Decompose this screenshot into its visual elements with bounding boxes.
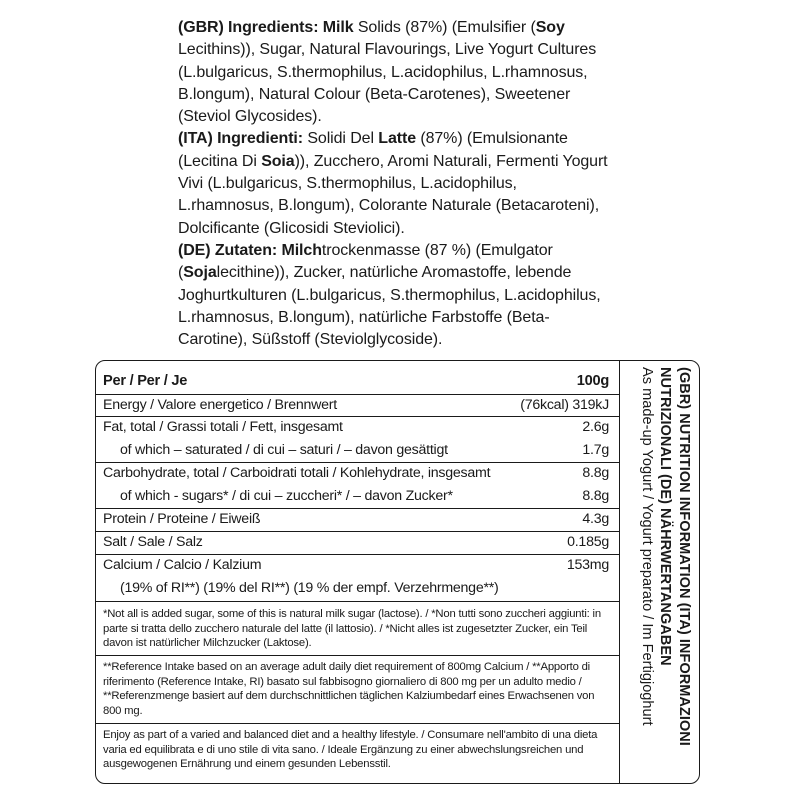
ri-note-row (103, 577, 609, 599)
footnote-sugars (103, 607, 609, 651)
nutrition-table (96, 361, 620, 783)
divider (96, 655, 619, 656)
divider (96, 601, 619, 602)
row-value: 153mg (566, 557, 609, 573)
row-label: of which - sugars* / di cui – zuccheri* / – davon Zucker* (120, 488, 453, 504)
row-value: 1.7g (582, 442, 609, 458)
row-label: Salt / Sale / Salz (103, 534, 203, 550)
row-label: Calcium / Calcio / Kalzium (103, 557, 262, 573)
row-value: (76kcal) 319kJ (520, 397, 609, 413)
ingredients-gbr-label: (GBR) Ingredients: (178, 19, 319, 36)
ingredients-ita (178, 128, 608, 239)
nutrition-title: (GBR) NUTRITION INFORMATION (ITA) INFORMAZIONI NUTRIZIONALI (DE) NÄHRWERTANGABEN (657, 367, 692, 746)
table-row (103, 485, 609, 507)
ingredients-de-text-2: lecithine)), Zucker, natürliche Aromastoffe, lebende Joghurtkulturen (L.bulgaricus, S.thermophilus, L.acidophilus, L.rhamnosus, B.longum), natürliche Farbstoffe (Beta-Carotine), Süßstoff (Steviolglycoside). (178, 264, 601, 349)
table-row (103, 531, 609, 553)
row-value: 0.185g (567, 534, 609, 550)
ingredients-ita-text-1: Solidi Del (303, 130, 379, 148)
row-value: 8.8g (582, 488, 609, 504)
row-label: Protein / Proteine / Eiweiß (103, 511, 261, 527)
ingredients-block (178, 17, 608, 351)
ingredients-de (178, 240, 608, 351)
allergen-latte: Latte (378, 130, 417, 148)
ingredients-de-label: (DE) Zutaten: (178, 241, 278, 259)
table-row (103, 439, 609, 461)
footnote-text: *Not all is added sugar, some of this is natural milk sugar (lactose). / *Non tutti sono zuccheri aggiunti: in parte si tratta dello zucchero naturale del latte (il lattosio). / *Nicht alles ist zugesetzter Zucker, ein Teil davon ist natürlicher Milchzucker (Laktose). (103, 608, 601, 650)
side-heading (620, 361, 699, 783)
ri-note: (19% of RI**) (19% del RI**) (19 % der empf. Verzehrmenge**) (120, 580, 499, 596)
footnote-text: **Reference Intake based on an average adult daily diet requirement of 800mg Calcium / **Apporto di riferimento (Reference Intake, RI) basato sul fabbisogno giornaliero di 800 mg per un adulto medio / **Referenzmenge basiert auf dem durchschnittlichen täglichen Kalziumbedarf eines Erwachsenen von 800 mg. (103, 661, 595, 717)
row-value: 4.3g (582, 511, 609, 527)
footnote-diet (103, 728, 609, 772)
table-header-row (103, 370, 609, 392)
row-label: Energy / Valore energetico / Brennwert (103, 397, 337, 413)
table-row (103, 416, 609, 438)
allergen-soia: Soia (261, 152, 295, 170)
row-value: 8.8g (582, 465, 609, 481)
ingredients-gbr-text-1: Solids (87%) (Emulsifier ( (353, 19, 536, 36)
ingredients-ita-text-3: )), Zucchero, Aromi Naturali, Fermenti Yogurt Vivi (L.bulgaricus, S.thermophilus, L.acidophilus, L.rhamnosus, B.longum), Colorante Naturale (Betacaroteni), Dolcificante (Glicosidi Steviolici). (178, 152, 608, 237)
divider (96, 723, 619, 724)
side-heading-rotated (638, 361, 700, 781)
allergen-soja: Soja (183, 264, 217, 282)
table-row (103, 394, 609, 416)
row-label: of which – saturated / di cui – saturi / – davon gesättigt (120, 442, 448, 458)
table-header-value: 100g (576, 373, 609, 389)
table-row (103, 554, 609, 576)
row-label: Fat, total / Grassi totali / Fett, insgesamt (103, 419, 343, 435)
row-value: 2.6g (582, 419, 609, 435)
ingredients-de-text-1: trockenmasse (87 %) (Emulgator ( (178, 241, 553, 282)
ingredients-gbr (178, 17, 608, 128)
ingredients-ita-label: (ITA) Ingredienti: (178, 130, 303, 148)
table-header-label: Per / Per / Je (103, 373, 188, 389)
table-row (103, 508, 609, 530)
allergen-milk: Milk (322, 19, 354, 36)
row-label: Carbohydrate, total / Carboidrati totali / Kohlehydrate, insgesamt (103, 465, 491, 481)
nutrition-subtitle: As made-up Yogurt / Yogurt preparato / Im Fertigjoghurt (639, 367, 655, 726)
allergen-milch: Milch (277, 241, 322, 259)
nutrition-panel (95, 360, 700, 784)
table-row (103, 462, 609, 484)
ingredients-gbr-text-2: Lecithins)), Sugar, Natural Flavourings, Live Yogurt Cultures (L.bulgaricus, S.thermophilus, L.acidophilus, L.rhamnosus, B.longum), Natural Colour (Beta-Carotenes), Sweetener (Steviol Glycosides). (178, 41, 597, 126)
footnote-text: Enjoy as part of a varied and balanced diet and a healthy lifestyle. / Consumare nell'ambito di una dieta varia ed equilibrata e di uno stile di vita sano. / Ideale Ergänzung zu einer abwechslungsreichen und ausgewogenen Ernährung und einem gesunden Lebensstil. (103, 729, 598, 771)
footnote-reference-intake (103, 660, 609, 718)
ingredients-ita-text-2: (87%) (Emulsionante (Lecitina Di (178, 130, 568, 170)
allergen-soy: Soy (535, 19, 565, 36)
